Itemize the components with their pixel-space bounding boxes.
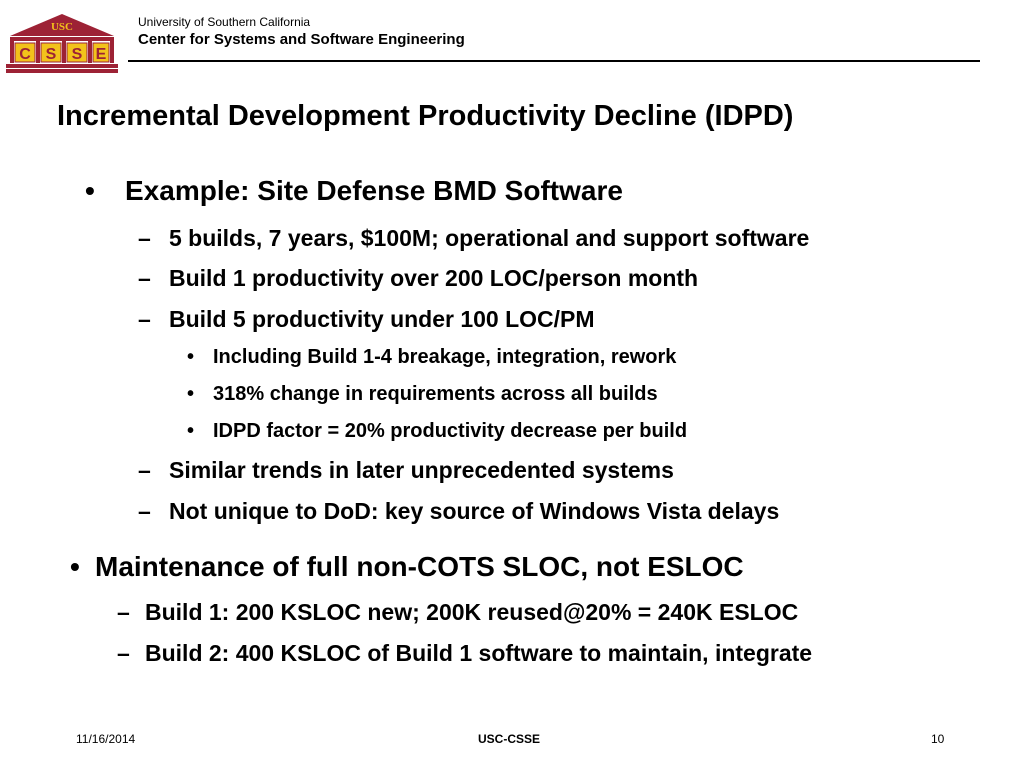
usc-csse-logo	[6, 10, 118, 74]
dash-marker: –	[117, 599, 130, 625]
sub-bullet-text: 318% change in requirements across all builds	[213, 383, 658, 405]
sub-bullet-item	[187, 418, 688, 444]
dash-text: Build 1 productivity over 200 LOC/person month	[169, 265, 699, 291]
university-name: University of Southern California	[138, 15, 311, 29]
dash-item	[117, 597, 799, 627]
bullet-text: Maintenance of full non-COTS SLOC, not ESLOC	[95, 551, 744, 582]
bullet-marker: •	[85, 175, 95, 206]
bullet-text: Example: Site Defense BMD Software	[125, 175, 623, 206]
bullet-marker: •	[70, 551, 80, 582]
dash-item	[138, 223, 810, 253]
slide-title: Incremental Development Productivity Decline (IDPD)	[57, 100, 794, 132]
sub-bullet-text: Including Build 1-4 breakage, integration, rework	[213, 346, 677, 368]
sub-bullet-item	[187, 381, 658, 407]
sub-bullet-marker: •	[187, 420, 195, 442]
bullet-item	[70, 550, 744, 584]
logo-letter: S	[45, 46, 57, 63]
logo-letter: E	[95, 46, 107, 63]
dash-text: 5 builds, 7 years, $100M; operational and support software	[169, 225, 810, 251]
bullet-item	[85, 174, 623, 208]
dash-marker: –	[138, 225, 151, 251]
footer-date: 11/16/2014	[76, 732, 136, 746]
logo-letter: S	[71, 46, 83, 63]
dash-text: Not unique to DoD: key source of Windows Vista delays	[169, 498, 780, 524]
footer-label: USC-CSSE	[478, 732, 541, 746]
dash-item	[138, 455, 674, 485]
dash-marker: –	[138, 306, 151, 332]
logo-letter: C	[19, 46, 31, 63]
dash-text: Build 2: 400 KSLOC of Build 1 software to maintain, integrate	[145, 640, 813, 666]
sub-bullet-marker: •	[187, 346, 195, 368]
header-org	[138, 14, 465, 50]
dash-item	[138, 263, 699, 293]
logo-usc-text: USC	[50, 21, 74, 33]
dash-marker: –	[138, 498, 151, 524]
dash-item	[138, 304, 595, 334]
header-divider	[128, 60, 980, 62]
sub-bullet-marker: •	[187, 383, 195, 405]
dash-text: Build 5 productivity under 100 LOC/PM	[169, 306, 595, 332]
dash-text: Build 1: 200 KSLOC new; 200K reused@20% = 240K ESLOC	[145, 599, 799, 625]
sub-bullet-text: IDPD factor = 20% productivity decrease per build	[213, 420, 688, 442]
sub-bullet-item	[187, 344, 677, 370]
center-name: Center for Systems and Software Engineering	[138, 31, 465, 48]
dash-marker: –	[138, 265, 151, 291]
dash-item	[117, 638, 813, 668]
page-number: 10	[931, 732, 945, 746]
dash-marker: –	[138, 457, 151, 483]
dash-marker: –	[117, 640, 130, 666]
dash-item	[138, 496, 780, 526]
dash-text: Similar trends in later unprecedented systems	[169, 457, 674, 483]
